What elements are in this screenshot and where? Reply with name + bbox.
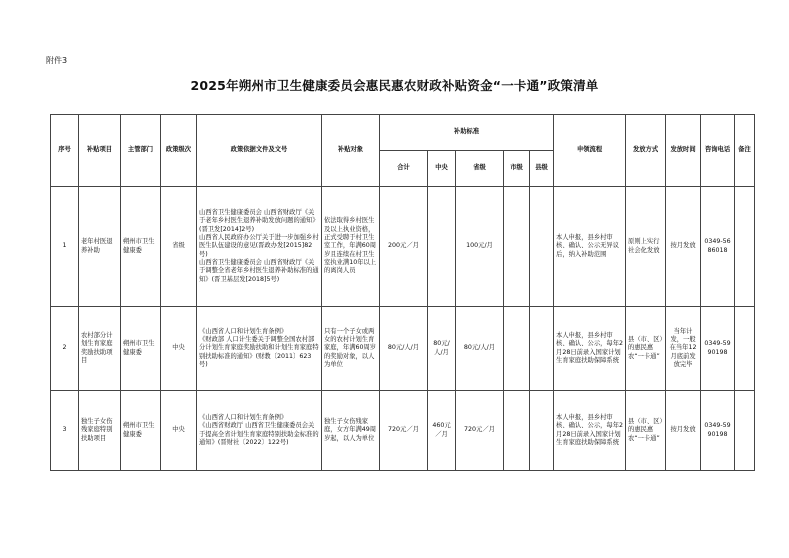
cell-project: 农村部分计划生育家庭奖励扶助项目 [79, 307, 121, 391]
basis-line: 山西省人民政府办公厅关于进一步加强乡村医生队伍建设的意见(晋政办发[2015]82号) [199, 234, 319, 258]
header-seq: 序号 [51, 115, 79, 187]
cell-seq: 3 [51, 391, 79, 471]
cell-dept: 朔州市卫生健康委 [121, 391, 161, 471]
cell-method: 县（市、区）的惠民惠农“一卡通” [626, 391, 666, 471]
cell-process: 本人申报，县乡村审核、确认、公示，每年2月28日前录入国家计划生育家庭扶助保障系统 [554, 307, 626, 391]
cell-province: 80元/人/月 [456, 307, 504, 391]
header-county: 县级 [530, 151, 554, 187]
cell-phone: 0349-5990198 [701, 391, 735, 471]
cell-city [504, 391, 530, 471]
cell-seq: 1 [51, 187, 79, 307]
cell-time: 按月发放 [666, 391, 701, 471]
basis-line: 《山西省财政厅 山西省卫生健康委员会关于提高全省计划生育家庭特别扶助金标准的通知》(晋财社〔2022〕122号) [199, 422, 319, 446]
cell-central: 80元/人/月 [428, 307, 456, 391]
cell-county [530, 307, 554, 391]
cell-process: 本人申报，县乡村审核、确认、公示，每年2月28日前录入国家计划生育家庭扶助保障系统 [554, 391, 626, 471]
cell-target: 只有一个子女或两女的农村计划生育家庭，年满60周岁的奖励对象，以人为单位 [322, 307, 380, 391]
header-total: 合计 [380, 151, 428, 187]
cell-central: 460元／月 [428, 391, 456, 471]
cell-total: 200元／月 [380, 187, 428, 307]
cell-total: 80元/人/月 [380, 307, 428, 391]
cell-basis [197, 391, 322, 471]
cell-province: 100元/月 [456, 187, 504, 307]
cell-total: 720元／月 [380, 391, 428, 471]
header-level: 政策级次 [161, 115, 197, 187]
cell-target: 独生子女伤残家庭，女方年满49周岁起，以人为单位 [322, 391, 380, 471]
cell-remark [735, 307, 755, 391]
cell-level: 省级 [161, 187, 197, 307]
cell-province: 720元／月 [456, 391, 504, 471]
cell-process: 本人申报，县乡村审核、确认、公示无异议后，纳入补助范围 [554, 187, 626, 307]
header-phone: 咨询电话 [701, 115, 735, 187]
cell-method: 县（市、区）的惠民惠农“一卡通” [626, 307, 666, 391]
cell-time: 当年计发，一般在当年12月底前发放完毕 [666, 307, 701, 391]
cell-project: 老年村医退养补助 [79, 187, 121, 307]
cell-project: 独生子女伤残家庭特别扶助项目 [79, 391, 121, 471]
cell-dept: 朔州市卫生健康委 [121, 187, 161, 307]
cell-method: 原则上实行社会化发放 [626, 187, 666, 307]
basis-line: 山西省卫生健康委员会 山西省财政厅《关于调整全省老年乡村医生退养补助标准的通知》(晋卫基层发[2018]5号) [199, 258, 319, 283]
cell-city [504, 187, 530, 307]
cell-phone: 0349-5686018 [701, 187, 735, 307]
cell-remark [735, 391, 755, 471]
header-remark: 备注 [735, 115, 755, 187]
basis-line: 《财政部 人口计生委关于调整全国农村部分计划生育家庭奖励扶助和计划生育家庭特别扶助标准的通知》(财教〔2011〕623号) [199, 336, 319, 368]
cell-target: 依法取得乡村医生及以上执业资格，正式受聘于村卫生室工作，年满60周岁且连续在村卫生室执业满10年以上的离岗人员 [322, 187, 380, 307]
cell-level: 中央 [161, 307, 197, 391]
cell-central [428, 187, 456, 307]
header-city: 市级 [504, 151, 530, 187]
page-title: 2025年朔州市卫生健康委员会惠民惠农财政补贴资金“一卡通”政策清单 [190, 78, 599, 93]
table-row [51, 307, 755, 391]
header-time: 发放时间 [666, 115, 701, 187]
header-target: 补贴对象 [322, 115, 380, 187]
policy-table [50, 114, 755, 471]
cell-level: 中央 [161, 391, 197, 471]
header-standard: 补助标准 [380, 115, 554, 151]
attachment-label: 附件3 [46, 56, 68, 65]
cell-remark [735, 187, 755, 307]
table-row [51, 187, 755, 307]
cell-time: 按月发放 [666, 187, 701, 307]
header-method: 发放方式 [626, 115, 666, 187]
cell-dept: 朔州市卫生健康委 [121, 307, 161, 391]
header-dept: 主管部门 [121, 115, 161, 187]
cell-city [504, 307, 530, 391]
cell-seq: 2 [51, 307, 79, 391]
basis-line: 《山西省人口和计划生育条例》 [199, 327, 288, 335]
basis-line: 山西省卫生健康委员会 山西省财政厅《关于老年乡村医生退养补助发放问题的通知》(晋卫发[2014]2号) [199, 209, 319, 233]
basis-line: 《山西省人口和计划生育条例》 [199, 413, 288, 421]
header-project: 补贴项目 [79, 115, 121, 187]
header-process: 申领流程 [554, 115, 626, 187]
table-row [51, 391, 755, 471]
cell-county [530, 187, 554, 307]
header-basis: 政策依据文件及文号 [197, 115, 322, 187]
cell-county [530, 391, 554, 471]
cell-basis [197, 307, 322, 391]
cell-basis [197, 187, 322, 307]
header-central: 中央 [428, 151, 456, 187]
cell-phone: 0349-5990198 [701, 307, 735, 391]
header-province: 省级 [456, 151, 504, 187]
